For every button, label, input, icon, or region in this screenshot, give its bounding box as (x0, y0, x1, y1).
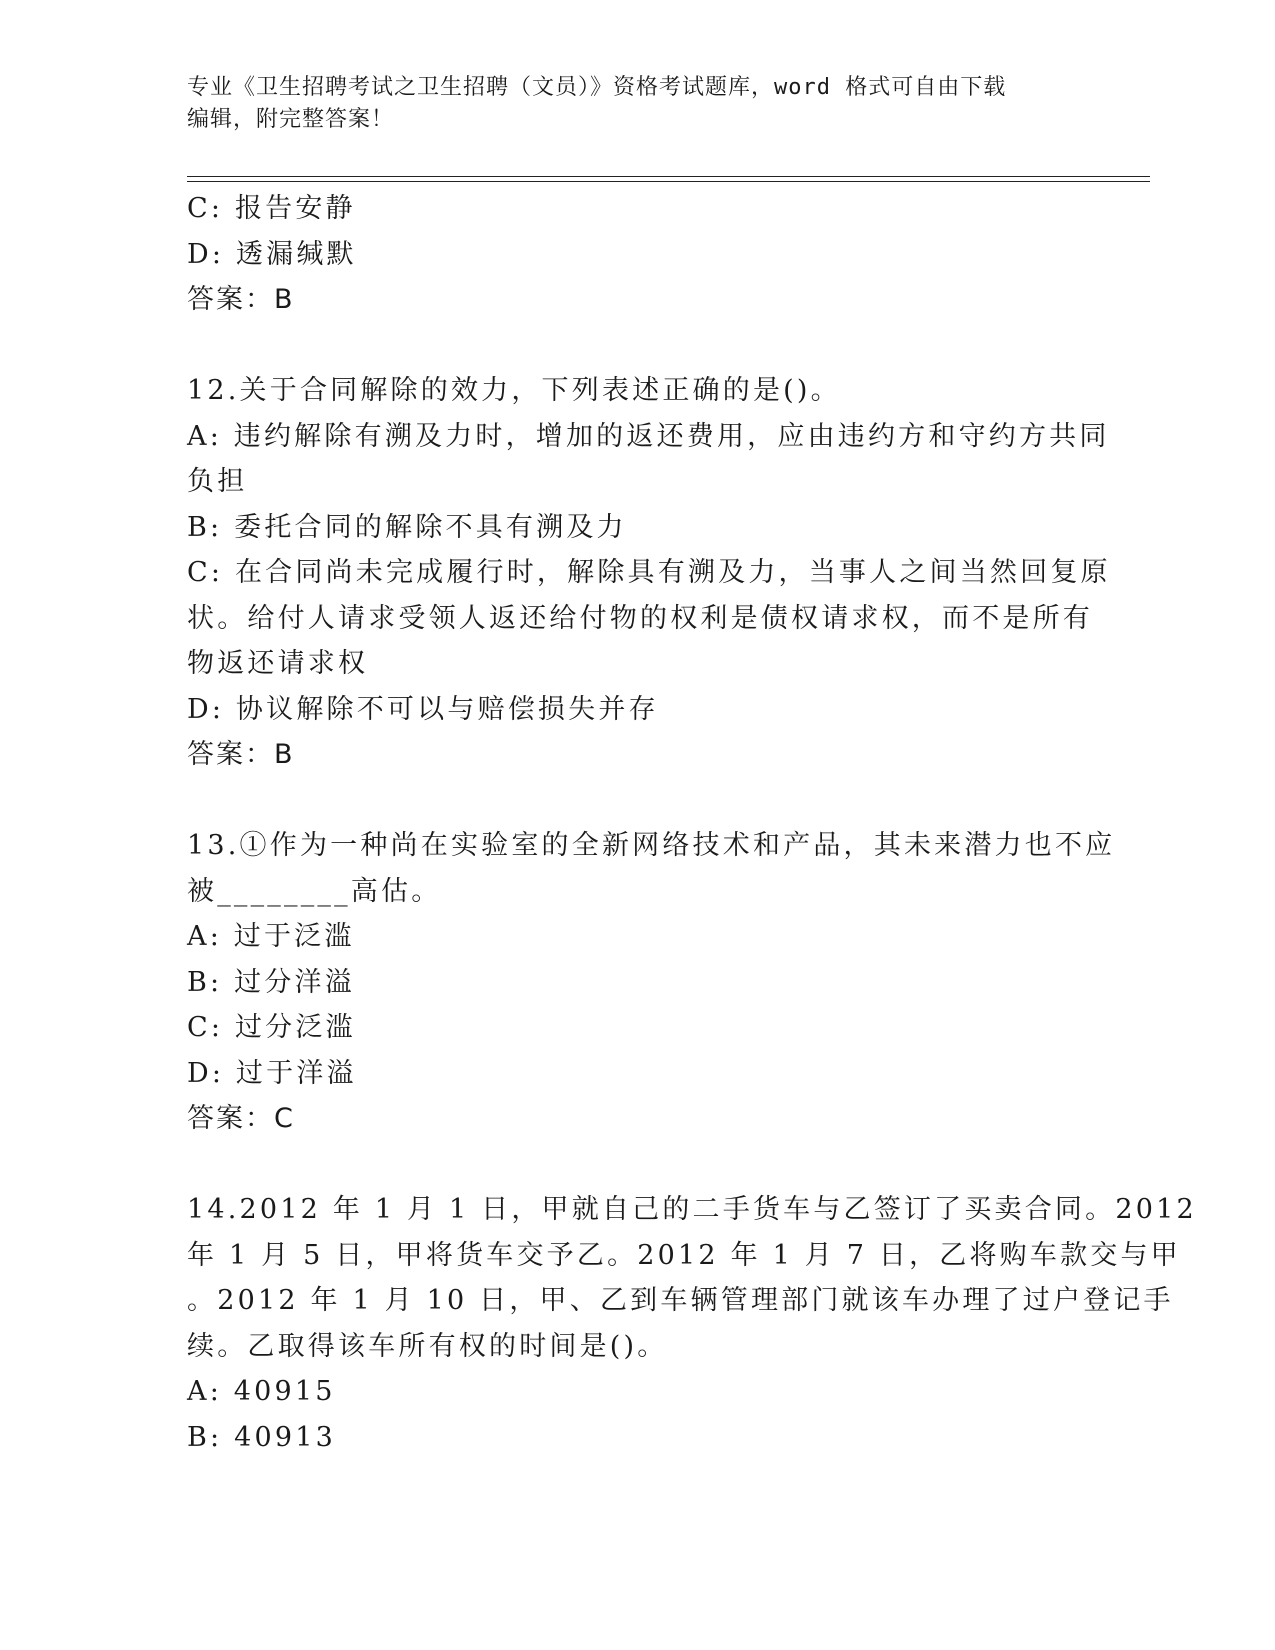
spacer (187, 778, 1067, 824)
q12-option-c-line-2: 状。给付人请求受领人返还给付物的权利是债权请求权，而不是所有 (187, 602, 1093, 634)
q14-stem-line-1: 14.2012 年 1 月 1 日，甲就自己的二手货车与乙签订了买卖合同。2012 (187, 1194, 1197, 1225)
q14-stem-line-2: 年 1 月 5 日，甲将货车交予乙。2012 年 1 月 7 日，乙将购车款交与甲 (187, 1239, 1181, 1271)
q12-answer: 答案：B (187, 739, 295, 770)
q14-stem-line-3: 。2012 年 1 月 10 日，甲、乙到车辆管理部门就该车办理了过户登记手 (187, 1285, 1174, 1316)
q11-option-d: D: 透漏缄默 (187, 238, 357, 270)
q12-option-c-line-1: C: 在合同尚未完成履行时，解除具有溯及力，当事人之间当然回复原 (187, 557, 1111, 588)
spacer (187, 323, 1067, 369)
q13-answer: 答案：C (187, 1103, 295, 1134)
q12-option-b: B: 委托合同的解除不具有溯及力 (187, 511, 627, 543)
q12-option-d: D: 协议解除不可以与赔偿损失并存 (187, 693, 659, 725)
q13-option-a: A: 过于泛滥 (187, 921, 355, 952)
q14-option-a: A: 40915 (187, 1376, 336, 1407)
question-content (187, 186, 1197, 1460)
q12-option-a-line-2: 负担 (187, 466, 248, 497)
spacer (187, 1142, 1067, 1188)
q13-stem-line-2: 被________高估。 (187, 875, 442, 907)
q12-option-c-line-3: 物返还请求权 (187, 648, 369, 679)
q13-option-d: D: 过于洋溢 (187, 1057, 357, 1089)
q12-stem: 12.关于合同解除的效力，下列表述正确的是()。 (187, 375, 841, 406)
header-divider-top (187, 176, 1150, 177)
document-header (187, 72, 1067, 136)
q14-stem-line-4: 续。乙取得该车所有权的时间是()。 (187, 1330, 668, 1362)
q14-option-b: B: 40913 (187, 1421, 337, 1453)
header-line-1: 专业《卫生招聘考试之卫生招聘（文员）》资格考试题库，word 格式可自由下载 (187, 75, 1007, 100)
header-line-2: 编辑，附完整答案！ (187, 107, 395, 132)
q13-option-b: B: 过分洋溢 (187, 966, 355, 998)
q12-option-a-line-1: A: 违约解除有溯及力时，增加的返还费用，应由违约方和守约方共同 (187, 420, 1110, 452)
q13-option-c: C: 过分泛滥 (187, 1012, 356, 1043)
q11-option-c: C: 报告安静 (187, 193, 356, 224)
q11-answer: 答案：B (187, 284, 295, 315)
q13-stem-line-1: 13.①作为一种尚在实验室的全新网络技术和产品，其未来潜力也不应 (187, 830, 1116, 861)
header-divider-bottom (187, 181, 1150, 182)
